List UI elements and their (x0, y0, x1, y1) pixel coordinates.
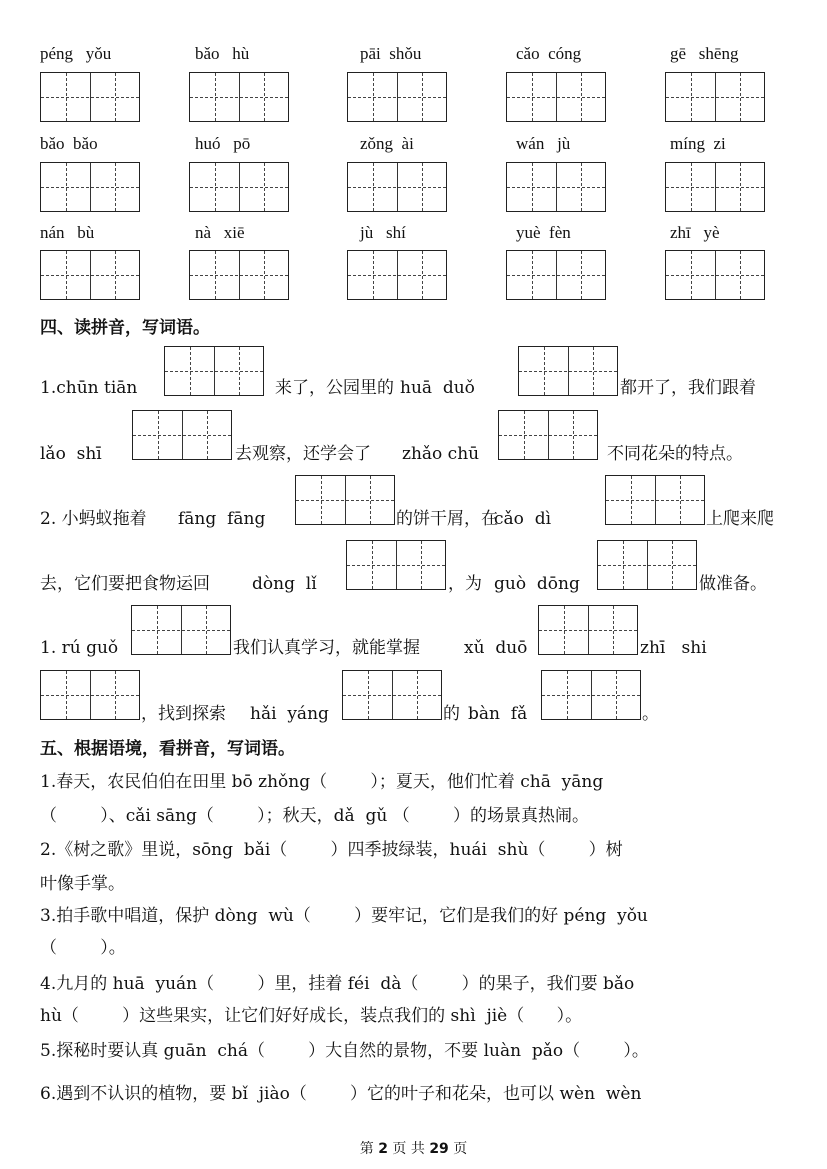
writing-grid-box[interactable] (538, 605, 638, 655)
pinyin-text: dòng lǐ (252, 574, 317, 594)
writing-grid-box[interactable] (506, 250, 606, 300)
sentence-text: 上爬来爬 (706, 509, 774, 529)
total-pages: 29 (429, 1141, 449, 1157)
writing-grid-box[interactable] (665, 162, 765, 212)
pinyin-label: bǎo bǎo (40, 134, 98, 153)
exercise-line: 1.春天，农民伯伯在田里 bō zhǒng（ ）；夏天，他们忙着 chā yāng (40, 772, 604, 792)
writing-grid-box[interactable] (347, 250, 447, 300)
writing-grid-box[interactable] (347, 162, 447, 212)
pinyin-label: bǎo hù (195, 44, 250, 63)
pinyin-text: xǔ duō (464, 638, 528, 658)
pinyin-text: fāng fāng (178, 509, 266, 529)
pinyin-label: huó pō (195, 134, 251, 153)
writing-grid-box[interactable] (131, 605, 231, 655)
sentence-text: 。 (642, 704, 659, 724)
writing-grid-box[interactable] (506, 162, 606, 212)
pinyin-label: péng yǒu (40, 44, 112, 63)
exercise-line: （ ）、cǎi sāng（ ）；秋天，dǎ gǔ （ ）的场景真热闹。 (40, 806, 589, 826)
pinyin-label: zhī yè (670, 223, 720, 242)
writing-grid-box[interactable] (40, 250, 140, 300)
writing-grid-box[interactable] (189, 250, 289, 300)
exercise-line: 3.拍手歌中唱道，保护 dòng wù（ ）要牢记，它们是我们的好 péng yǒu (40, 906, 648, 926)
pinyin-text: 1. rú guǒ (40, 638, 119, 658)
pinyin-text: zhǎo chū (402, 444, 480, 464)
page-footer (0, 1138, 827, 1158)
pinyin-text: guò dōng (494, 574, 580, 594)
sentence-text: 的饼干屑，在 (396, 509, 498, 529)
exercise-line: 5.探秘时要认真 guān chá（ ）大自然的景物，不要 luàn pǎo（ ）。 (40, 1041, 649, 1061)
section-4-heading: 四、读拼音，写词语。 (40, 318, 210, 338)
pinyin-text: bàn fǎ (468, 704, 528, 724)
writing-grid-box[interactable] (40, 670, 140, 720)
writing-grid-box[interactable] (132, 410, 232, 460)
exercise-line: 2.《树之歌》里说，sōng bǎi（ ）四季披绿装，huái shù（ ）树 (40, 840, 623, 860)
sentence-text: ，找到探索 (141, 704, 226, 724)
writing-grid-box[interactable] (342, 670, 442, 720)
pinyin-text: lǎo shī (40, 444, 102, 464)
footer-text: 页 (453, 1141, 468, 1157)
writing-grid-box[interactable] (346, 540, 446, 590)
sentence-text: 我们认真学习，就能掌握 (233, 638, 420, 658)
footer-text: 页 共 (392, 1141, 425, 1157)
pinyin-text: huā duǒ (400, 378, 475, 398)
sentence-text: 来了，公园里的 (275, 378, 394, 398)
pinyin-text: 1.chūn tiān (40, 378, 138, 398)
writing-grid-box[interactable] (665, 72, 765, 122)
writing-grid-box[interactable] (189, 72, 289, 122)
exercise-line: hù（ ）这些果实，让它们好好成长，装点我们的 shì jiè（ ）。 (40, 1006, 583, 1026)
pinyin-text: hǎi yáng (250, 704, 329, 724)
pinyin-label: wán jù (516, 134, 571, 153)
footer-text: 第 (359, 1141, 374, 1157)
sentence-text: 去观察，还学会了 (235, 444, 371, 464)
exercise-line: （ ）。 (40, 938, 126, 958)
sentence-text: 做准备。 (699, 574, 767, 594)
pinyin-label: míng zi (670, 134, 726, 153)
writing-grid-box[interactable] (40, 162, 140, 212)
sentence-text: 的 (443, 704, 460, 724)
writing-grid-box[interactable] (518, 346, 618, 396)
writing-grid-box[interactable] (665, 250, 765, 300)
writing-grid-box[interactable] (189, 162, 289, 212)
pinyin-label: nán bù (40, 223, 95, 242)
writing-grid-box[interactable] (541, 670, 641, 720)
exercise-line: 6.遇到不认识的植物，要 bǐ jiào（ ）它的叶子和花朵，也可以 wèn wèn (40, 1084, 642, 1104)
pinyin-text: cǎo dì (494, 509, 552, 529)
pinyin-label: gē shēng (670, 44, 739, 63)
sentence-text: 去，它们要把食物运回 (40, 574, 210, 594)
pinyin-label: yuè fèn (516, 223, 571, 242)
writing-grid-box[interactable] (40, 72, 140, 122)
sentence-text: ，为 (448, 574, 482, 594)
writing-grid-box[interactable] (347, 72, 447, 122)
pinyin-label: cǎo cóng (516, 44, 582, 63)
pinyin-label: jù shí (360, 223, 406, 242)
pinyin-label: zǒng ài (360, 134, 414, 153)
sentence-text: 都开了，我们跟着 (620, 378, 756, 398)
current-page: 2 (378, 1141, 388, 1157)
sentence-text: 2. 小蚂蚁拖着 (40, 509, 147, 529)
writing-grid-box[interactable] (295, 475, 395, 525)
pinyin-text: zhī shi (640, 638, 707, 658)
writing-grid-box[interactable] (597, 540, 697, 590)
writing-grid-box[interactable] (164, 346, 264, 396)
sentence-text: 不同花朵的特点。 (607, 444, 743, 464)
writing-grid-box[interactable] (605, 475, 705, 525)
pinyin-label: pāi shǒu (360, 44, 422, 63)
exercise-line: 叶像手掌。 (40, 874, 125, 894)
pinyin-label: nà xiē (195, 223, 245, 242)
writing-grid-box[interactable] (498, 410, 598, 460)
exercise-line: 4.九月的 huā yuán（ ）里，挂着 féi dà（ ）的果子，我们要 bǎo (40, 974, 635, 994)
writing-grid-box[interactable] (506, 72, 606, 122)
section-5-heading: 五、根据语境，看拼音，写词语。 (40, 739, 295, 759)
